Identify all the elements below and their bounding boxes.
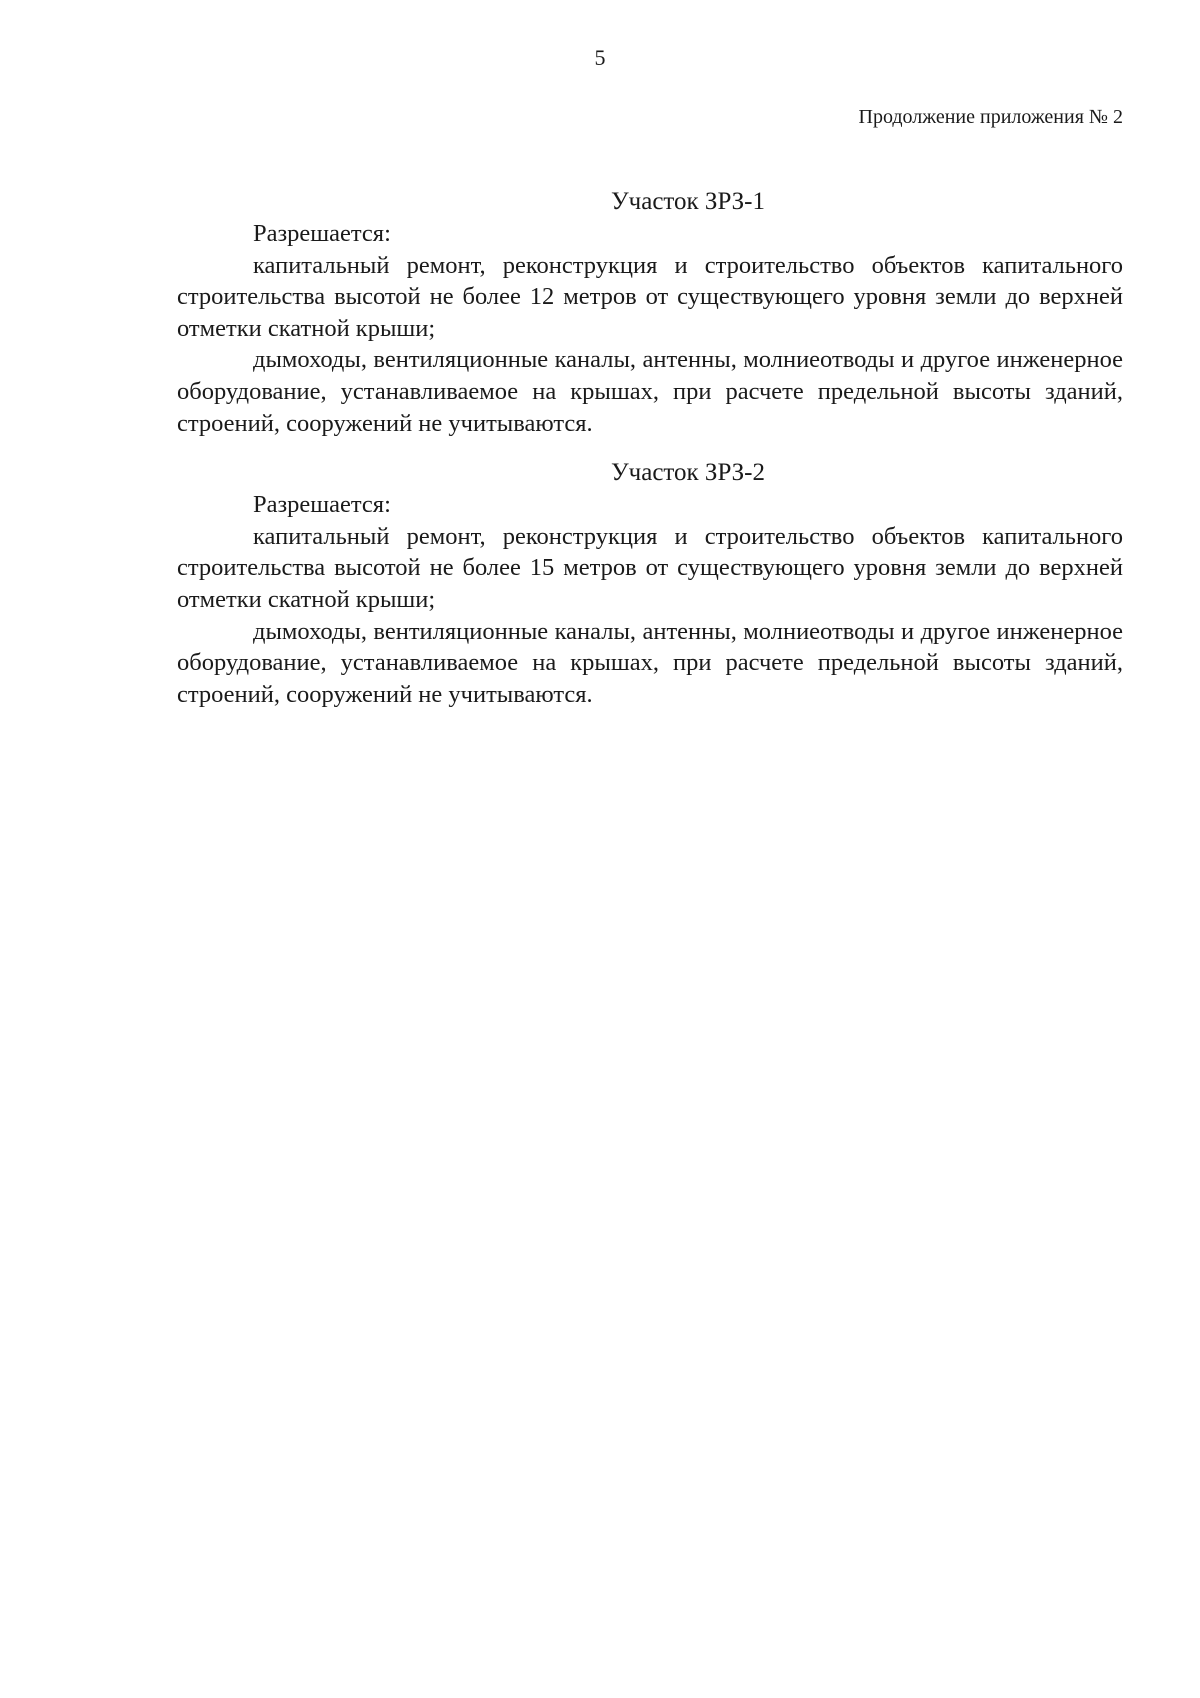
allowed-label: Разрешается: xyxy=(253,491,391,519)
allowed-label: Разрешается: xyxy=(253,220,391,247)
paragraph: капитальный ремонт, реконструкция и строительство объектов капитального строительства высотой не более 12 метров от существующего уровня земли до верхней отметки скатной крыши; xyxy=(177,251,1123,342)
page-number: 5 xyxy=(594,45,606,70)
paragraph: дымоходы, вентиляционные каналы, антенны, молниеотводы и другое инженерное оборудование, устанавливаемое на крышах, при расчете предельной высоты зданий, строений, сооружений не учитываются. xyxy=(177,346,1123,437)
paragraph: дымоходы, вентиляционные каналы, антенны, молниеотводы и другое инженерное оборудование, устанавливаемое на крышах, при расчете предельной высоты зданий, строений, сооружений не учитываются. xyxy=(177,617,1123,708)
section-zrz-1 xyxy=(177,186,1123,439)
document-body xyxy=(177,186,1123,710)
paragraph: капитальный ремонт, реконструкция и строительство объектов капитального строительства высотой не более 15 метров от существующего уровня земли до верхней отметки скатной крыши; xyxy=(177,522,1123,613)
appendix-continuation-note: Продолжение приложения № 2 xyxy=(858,106,1123,128)
section-title: Участок ЗРЗ-2 xyxy=(610,459,766,487)
section-title: Участок ЗРЗ-1 xyxy=(610,188,766,215)
section-zrz-2 xyxy=(177,457,1123,710)
